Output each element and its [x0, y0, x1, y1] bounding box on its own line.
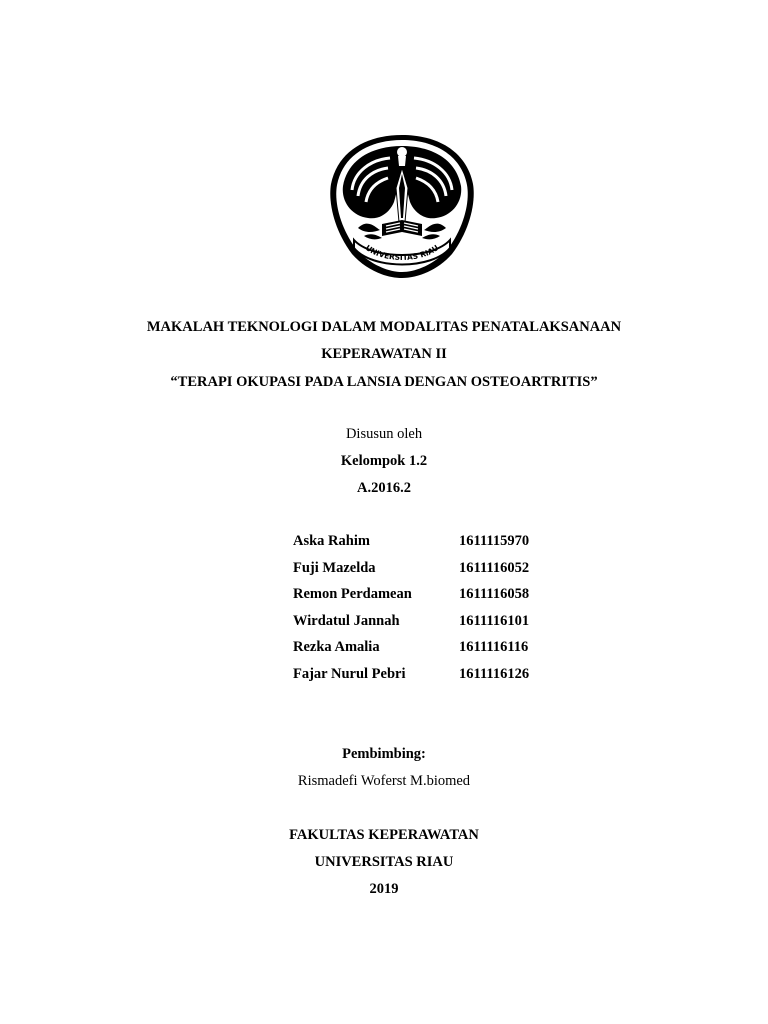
- member-nim: 1611115970: [459, 533, 530, 549]
- member-name: Remon Perdamean: [293, 586, 412, 602]
- member-name: Wirdatul Jannah: [293, 613, 400, 629]
- title-line-2: KEPERAWATAN II: [321, 346, 447, 362]
- university-name: UNIVERSITAS RIAU: [314, 854, 454, 870]
- faculty-name: FAKULTAS KEPERAWATAN: [289, 827, 479, 843]
- member-nim: 1611116126: [459, 666, 530, 682]
- title-line-3: “TERAPI OKUPASI PADA LANSIA DENGAN OSTEOARTRITIS”: [170, 374, 598, 390]
- class-code: A.2016.2: [357, 480, 411, 496]
- compiled-by-label: Disusun oleh: [345, 426, 423, 442]
- universitas-riau-seal-icon: [328, 132, 476, 280]
- advisor-name: Rismadefi Woferst M.biomed: [297, 773, 471, 789]
- member-name: Rezka Amalia: [293, 639, 380, 655]
- member-nim: 1611116101: [459, 613, 530, 629]
- logo-banner-text: UNIVERSITAS RIAU: [363, 243, 441, 263]
- member-name: Fajar Nurul Pebri: [293, 666, 406, 682]
- title-line-1: MAKALAH TEKNOLOGI DALAM MODALITAS PENATALAKSANAAN: [146, 319, 622, 335]
- member-name: Fuji Mazelda: [293, 560, 376, 576]
- member-name: Aska Rahim: [293, 533, 370, 549]
- member-nim: 1611116116: [459, 639, 529, 655]
- advisor-label: Pembimbing:: [342, 746, 426, 762]
- group-name: Kelompok 1.2: [340, 453, 428, 469]
- member-nim: 1611116052: [459, 560, 530, 576]
- member-nim: 1611116058: [459, 586, 530, 602]
- year: 2019: [369, 881, 399, 897]
